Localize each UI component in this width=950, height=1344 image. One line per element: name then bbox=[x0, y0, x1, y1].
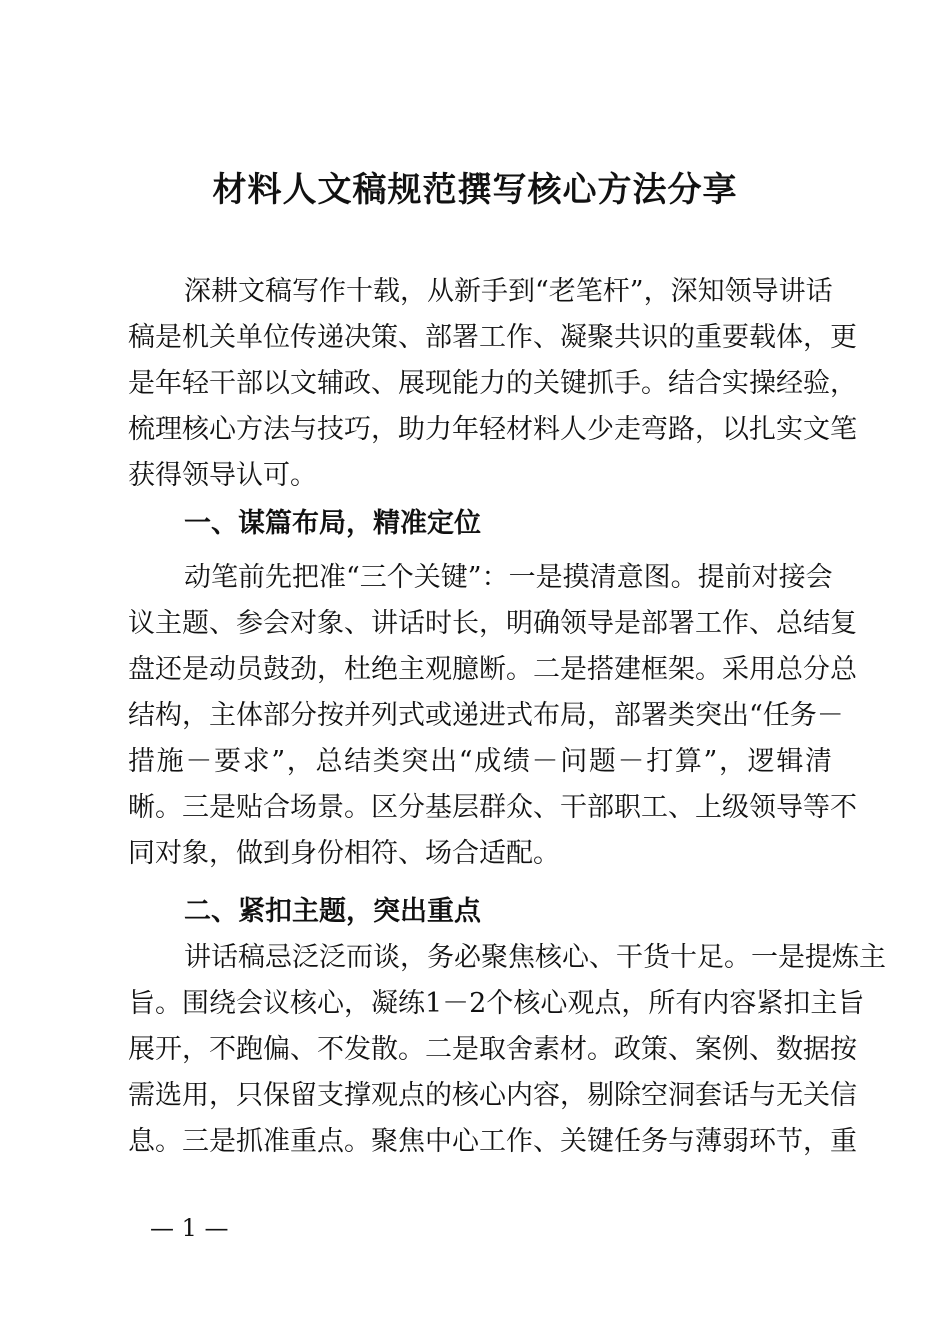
paragraph-line: 盘还是动员鼓劲，杜绝主观臆断。二是搭建框架。采用总分总 bbox=[128, 654, 857, 685]
paragraph-line: 结构，主体部分按并列式或递进式布局，部署类突出“任务－ bbox=[128, 700, 844, 731]
paragraph-line: 是年轻干部以文辅政、展现能力的关键抓手。结合实操经验， bbox=[128, 368, 857, 399]
section-heading-2: 二、紧扣主题，突出重点 bbox=[184, 896, 481, 927]
document-title: 材料人文稿规范撰写核心方法分享 bbox=[212, 170, 738, 210]
paragraph-line: 晰。三是贴合场景。区分基层群众、干部职工、上级领导等不 bbox=[128, 792, 857, 823]
intro-paragraph bbox=[128, 269, 857, 499]
paragraph-line: 旨。围绕会议核心，凝练1－2个核心观点，所有内容紧扣主旨 bbox=[128, 988, 865, 1019]
paragraph-line: 同对象，做到身份相符、场合适配。 bbox=[128, 838, 560, 869]
paragraph-line: 息。三是抓准重点。聚焦中心工作、关键任务与薄弱环节，重 bbox=[128, 1126, 857, 1157]
section-1-paragraph bbox=[128, 555, 857, 877]
paragraph-line: 梳理核心方法与技巧，助力年轻材料人少走弯路，以扎实文笔 bbox=[128, 414, 857, 445]
paragraph-line: 深耕文稿写作十载，从新手到“老笔杆”，深知领导讲话 bbox=[184, 276, 833, 307]
paragraph-line: 议主题、参会对象、讲话时长，明确领导是部署工作、总结复 bbox=[128, 608, 857, 639]
paragraph-line: 措施－要求”，总结类突出“成绩－问题－打算”，逻辑清 bbox=[128, 746, 832, 777]
paragraph-line: 展开，不跑偏、不发散。二是取舍素材。政策、案例、数据按 bbox=[128, 1034, 857, 1065]
paragraph-line: 获得领导认可。 bbox=[128, 460, 317, 491]
paragraph-line: 需选用，只保留支撑观点的核心内容，剔除空洞套话与无关信 bbox=[128, 1080, 857, 1111]
paragraph-line: 动笔前先把准“三个关键”：一是摸清意图。提前对接会 bbox=[184, 562, 833, 593]
section-heading-1: 一、谋篇布局，精准定位 bbox=[184, 508, 481, 539]
paragraph-line: 讲话稿忌泛泛而谈，务必聚焦核心、干货十足。一是提炼主 bbox=[184, 942, 886, 973]
paragraph-line: 稿是机关单位传递决策、部署工作、凝聚共识的重要载体，更 bbox=[128, 322, 857, 353]
page-number: — 1 — bbox=[150, 1214, 229, 1242]
section-2-paragraph bbox=[128, 935, 886, 1165]
